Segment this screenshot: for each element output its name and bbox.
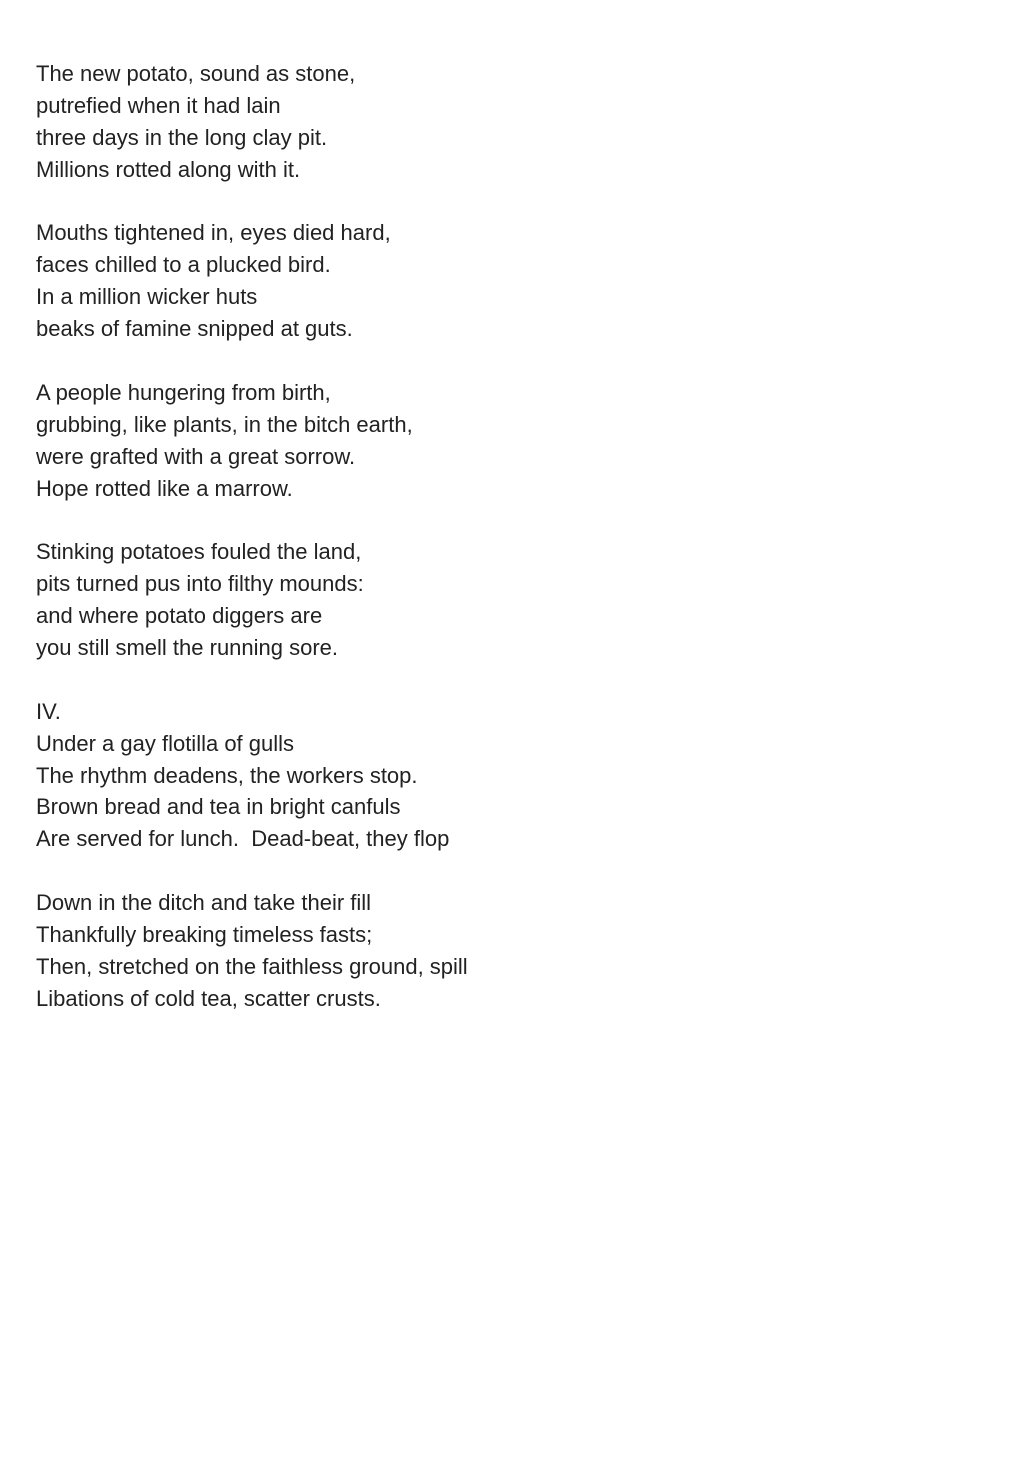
- stanza-3: [36, 377, 996, 505]
- stanza-4: [36, 536, 996, 664]
- poem-line: Under a gay flotilla of gulls: [36, 730, 295, 756]
- poem-line: Thankfully breaking timeless fasts;: [36, 922, 373, 948]
- poem-line: beaks of famine snipped at guts.: [36, 316, 353, 342]
- poem-line: Hope rotted like a marrow.: [36, 475, 293, 501]
- poem-line: Down in the ditch and take their fill: [36, 890, 372, 916]
- poem-line: The new potato, sound as stone,: [36, 61, 356, 86]
- poem-line: three days in the long clay pit.: [36, 124, 328, 150]
- poem-line: A people hungering from birth,: [36, 379, 331, 405]
- stanza-2: [36, 217, 996, 345]
- poem-line: Millions rotted along with it.: [36, 156, 301, 182]
- poem-line: putrefied when it had lain: [36, 92, 281, 118]
- poem-line: you still smell the running sore.: [36, 635, 339, 661]
- poem-line: The rhythm deadens, the workers stop.: [36, 762, 418, 788]
- section-heading: IV.: [36, 698, 61, 724]
- poem-line: Are served for lunch. Dead-beat, they flop: [36, 826, 450, 852]
- poem-line: faces chilled to a plucked bird.: [36, 252, 331, 278]
- poem-line: Then, stretched on the faithless ground, spill: [36, 953, 468, 979]
- poem-line: grubbing, like plants, in the bitch earth,: [36, 411, 413, 437]
- stanza-1: [36, 58, 996, 186]
- poem-line: were grafted with a great sorrow.: [36, 443, 356, 469]
- poem-line: and where potato diggers are: [36, 603, 323, 629]
- poem-line: Mouths tightened in, eyes died hard,: [36, 220, 391, 246]
- poem-line: pits turned pus into filthy mounds:: [36, 571, 364, 597]
- poem-line: Stinking potatoes fouled the land,: [36, 539, 362, 565]
- poem-page: [36, 58, 996, 1047]
- poem-line: Libations of cold tea, scatter crusts.: [36, 985, 381, 1011]
- stanza-6: [36, 887, 996, 1015]
- poem-line: In a million wicker huts: [36, 284, 258, 310]
- stanza-5: [36, 696, 996, 855]
- poem-line: Brown bread and tea in bright canfuls: [36, 794, 401, 820]
